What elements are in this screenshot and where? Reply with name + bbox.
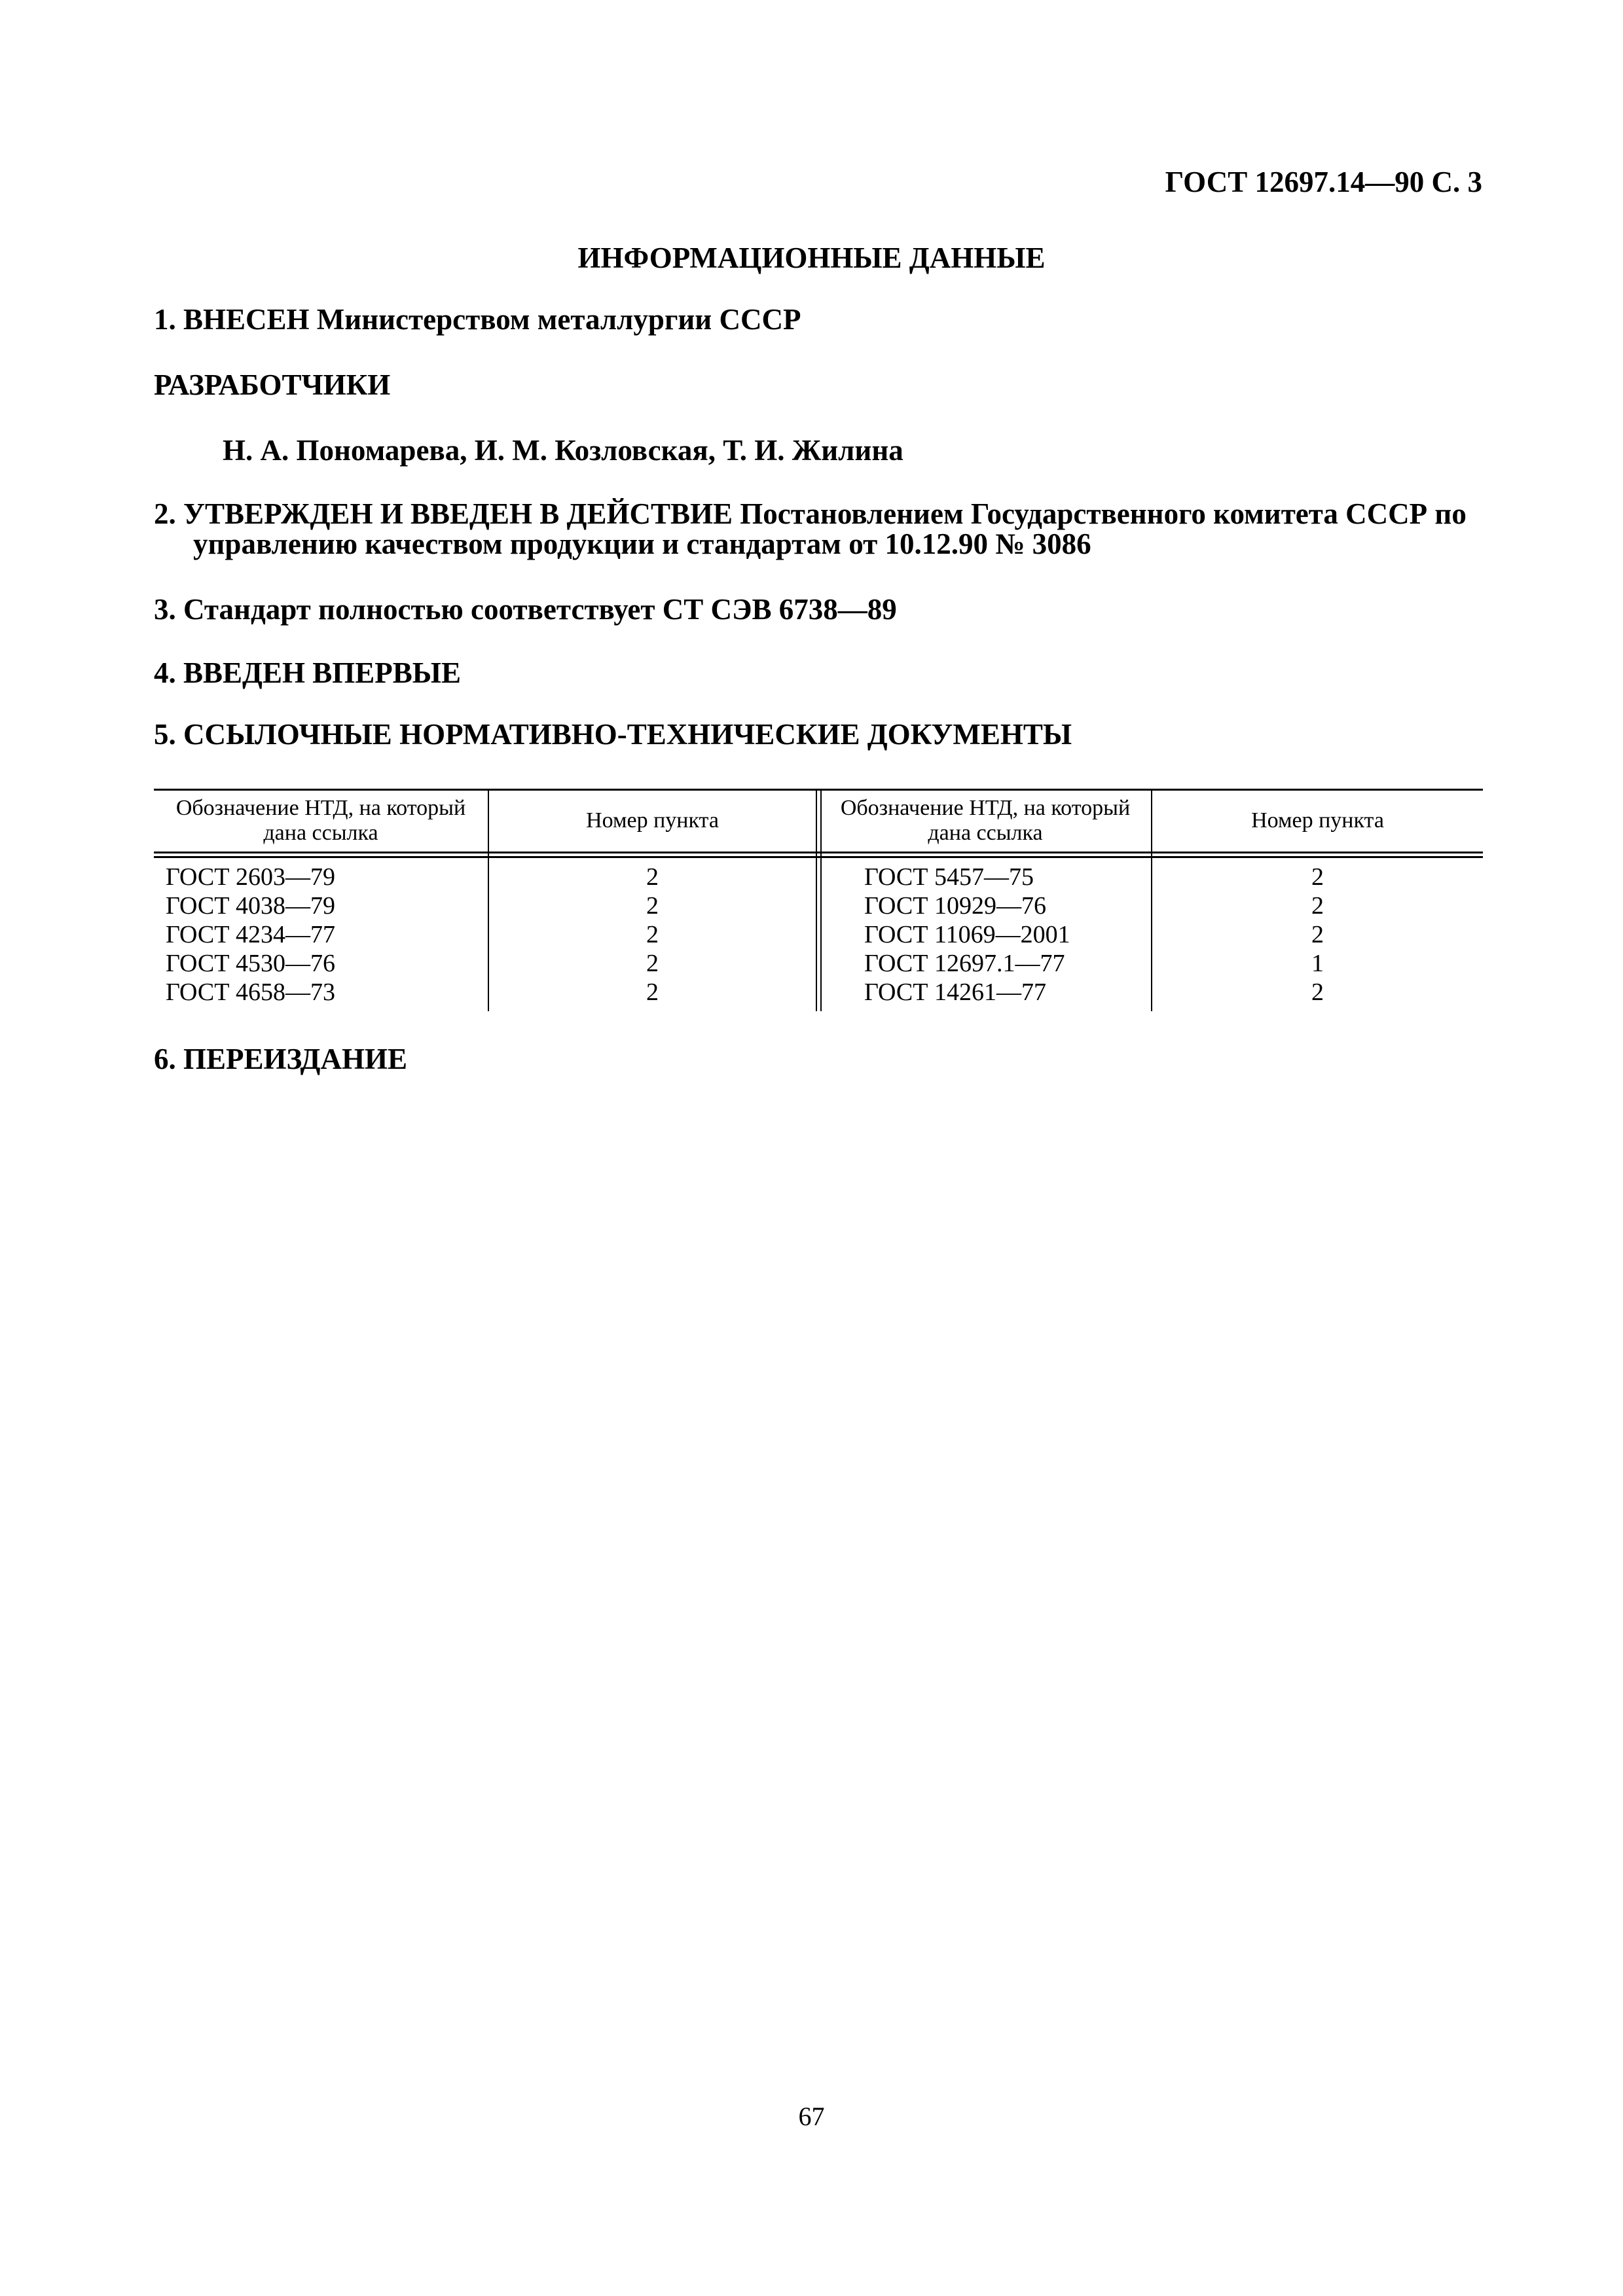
- table-header-doc-right: Обозначение НТД, на который дана ссылка: [840, 795, 1131, 845]
- table-cell-item: 2: [646, 892, 659, 920]
- right-item-column: [1152, 863, 1483, 1007]
- table-header-item-left: Номер пункта: [586, 808, 719, 833]
- section-conformity: 3. Стандарт полностью соответствует СТ СЭВ 6738—89: [154, 593, 897, 626]
- reference-documents-table: [154, 789, 1483, 1011]
- table-header-doc-left: Обозначение НТД, на который дана ссылка: [175, 795, 466, 845]
- table-cell-item: 2: [646, 921, 659, 948]
- table-center-divider-double: [820, 789, 822, 1011]
- section-first-introduced: 4. ВВЕДЕН ВПЕРВЫЕ: [154, 656, 462, 689]
- table-cell-doc: ГОСТ 4038—79: [166, 892, 335, 920]
- section-references-heading: 5. ССЫЛОЧНЫЕ НОРМАТИВНО-ТЕХНИЧЕСКИЕ ДОКУМЕНТЫ: [154, 718, 1072, 751]
- page-number: 67: [798, 2102, 825, 2131]
- table-cell-doc: ГОСТ 4658—73: [166, 978, 335, 1006]
- page-title: ИНФОРМАЦИОННЫЕ ДАННЫЕ: [577, 242, 1046, 274]
- section-reissue: 6. ПЕРЕИЗДАНИЕ: [154, 1043, 408, 1075]
- table-cell-item: 2: [646, 978, 659, 1006]
- table-header-item-right: Номер пункта: [1251, 808, 1384, 833]
- right-doc-column: [864, 863, 1146, 1007]
- developers-names: Н. А. Пономарева, И. М. Козловская, Т. И. Жилина: [223, 434, 903, 467]
- table-center-divider: [816, 789, 817, 1011]
- table-header-rule-double: [154, 856, 1483, 858]
- table-cell-item: 2: [1311, 863, 1324, 891]
- section-introduced-text: Министерством металлургии СССР: [316, 303, 801, 336]
- table-cell-doc: ГОСТ 14261—77: [864, 978, 1046, 1006]
- section-approved-label: 2. УТВЕРЖДЕН И ВВЕДЕН В ДЕЙСТВИЕ: [154, 497, 733, 530]
- table-cell-item: 2: [1311, 921, 1324, 948]
- table-cell-item: 2: [1311, 892, 1324, 920]
- left-item-column: [489, 863, 816, 1007]
- table-cell-item: 2: [646, 863, 659, 891]
- table-cell-item: 2: [646, 950, 659, 977]
- table-cell-doc: ГОСТ 5457—75: [864, 863, 1034, 891]
- section-introduced-label: 1. ВНЕСЕН: [154, 303, 310, 336]
- table-cell-doc: ГОСТ 2603—79: [166, 863, 335, 891]
- section-approved-text: Постановлением Государственного комитета СССР по: [740, 497, 1467, 530]
- table-cell-item: 2: [1311, 978, 1324, 1006]
- section-approved-continuation: управлению качеством продукции и стандартам от 10.12.90 № 3086: [193, 528, 1091, 560]
- table-cell-doc: ГОСТ 4234—77: [166, 921, 335, 948]
- table-cell-doc: ГОСТ 12697.1—77: [864, 950, 1065, 977]
- section-approved: [154, 499, 1483, 559]
- table-cell-item: 1: [1311, 950, 1324, 977]
- developers-heading: РАЗРАБОТЧИКИ: [154, 368, 391, 401]
- left-doc-column: [166, 863, 480, 1007]
- section-introduced: [154, 302, 801, 336]
- table-cell-doc: ГОСТ 10929—76: [864, 892, 1046, 920]
- table-cell-doc: ГОСТ 4530—76: [166, 950, 335, 977]
- table-cell-doc: ГОСТ 11069—2001: [864, 921, 1070, 948]
- document-code-header: ГОСТ 12697.14—90 С. 3: [1165, 166, 1482, 198]
